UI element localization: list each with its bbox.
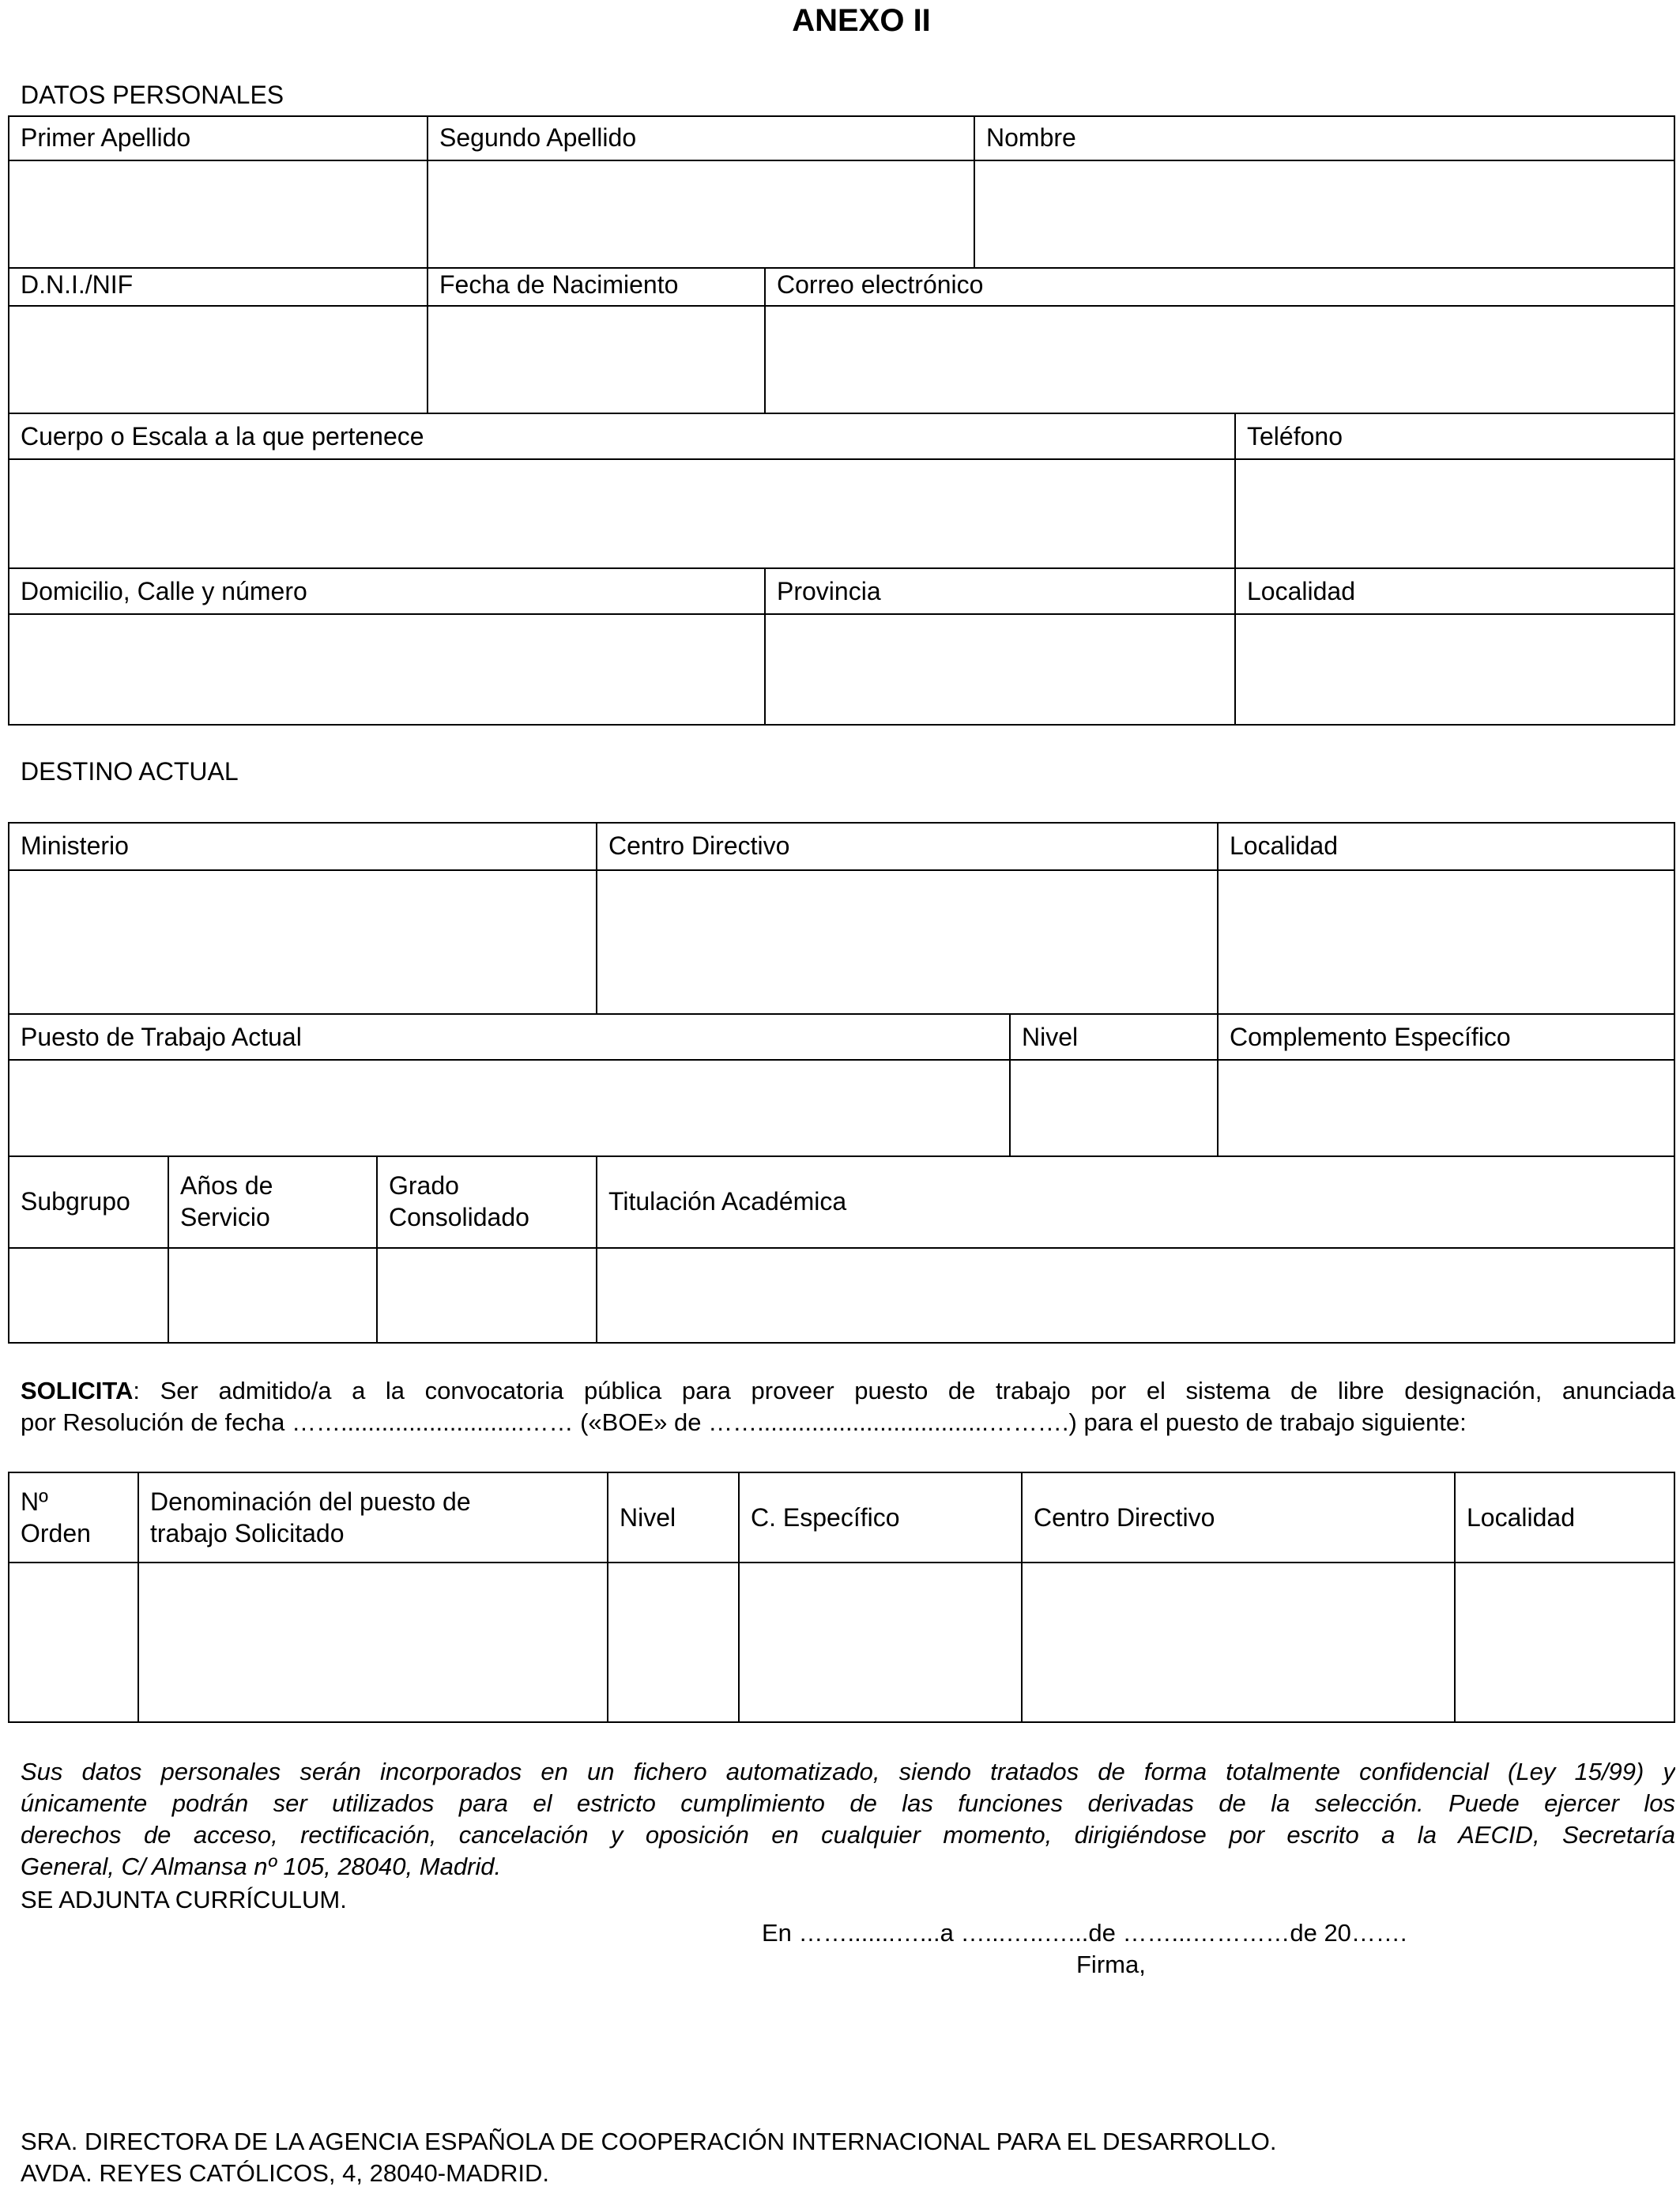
datos-personales-table	[8, 115, 1675, 726]
solicita-line-2: por Resolución de fecha ……...........................…… («BOE» de ……..................................……….) para el puesto de trabajo siguiente:	[21, 1408, 1467, 1436]
label-segundo-apellido: Segundo Apellido	[439, 123, 637, 152]
label-domicilio: Domicilio, Calle y número	[21, 577, 307, 605]
label-orden-2: Orden	[21, 1519, 91, 1547]
addressee-line-2: AVDA. REYES CATÓLICOS, 4, 28040-MADRID.	[21, 2159, 549, 2187]
field-fecha-nacimiento[interactable]	[428, 307, 764, 413]
field-centro-directivo[interactable]	[597, 871, 1217, 1013]
privacy-line-1: Sus datos personales serán incorporados en un fichero automatizado, siendo tratados de forma totalmente confidencial (Ley 15/99) y	[21, 1758, 1675, 1785]
privacy-line-3: derechos de acceso, rectificación, cancelación y oposición en cualquier momento, dirigiéndose por escrito a la AECID, Secretaría	[21, 1821, 1675, 1849]
field-titulacion[interactable]	[597, 1249, 1674, 1344]
label-nivel-solicitado: Nivel	[620, 1503, 676, 1532]
page-title: ANEXO II	[792, 3, 931, 38]
label-localidad-solicitado: Localidad	[1467, 1503, 1575, 1532]
label-provincia: Provincia	[777, 577, 881, 605]
label-primer-apellido: Primer Apellido	[21, 123, 191, 152]
field-c-especifico[interactable]	[740, 1563, 1021, 1723]
privacy-notice	[21, 1756, 1675, 1883]
label-orden-1: Nº	[21, 1487, 48, 1516]
section-destino-actual: DESTINO ACTUAL	[21, 757, 239, 786]
field-domicilio[interactable]	[9, 615, 764, 726]
field-segundo-apellido[interactable]	[428, 161, 974, 267]
label-centro-directivo-solicitado: Centro Directivo	[1034, 1503, 1215, 1532]
label-denominacion-1: Denominación del puesto de	[150, 1487, 471, 1516]
puesto-solicitado-table	[8, 1472, 1675, 1723]
label-localidad: Localidad	[1247, 577, 1355, 605]
label-puesto-actual: Puesto de Trabajo Actual	[21, 1023, 302, 1051]
field-primer-apellido[interactable]	[9, 161, 427, 267]
label-telefono: Teléfono	[1247, 422, 1343, 450]
label-c-especifico: C. Específico	[751, 1503, 900, 1532]
field-dni[interactable]	[9, 307, 427, 413]
label-centro-directivo: Centro Directivo	[608, 831, 790, 860]
label-anos-servicio-1: Años de	[180, 1171, 273, 1200]
label-grado-1: Grado	[389, 1171, 459, 1200]
field-ministerio[interactable]	[9, 871, 596, 1013]
field-correo[interactable]	[766, 307, 1674, 413]
label-nivel: Nivel	[1022, 1023, 1079, 1051]
label-complemento: Complemento Específico	[1230, 1023, 1511, 1051]
field-nivel-solicitado[interactable]	[608, 1563, 738, 1723]
label-anos-servicio-2: Servicio	[180, 1203, 270, 1231]
field-anos-servicio[interactable]	[169, 1249, 376, 1344]
field-localidad-destino[interactable]	[1219, 871, 1674, 1013]
label-nombre: Nombre	[986, 123, 1076, 152]
field-subgrupo[interactable]	[9, 1249, 168, 1344]
field-localidad[interactable]	[1236, 615, 1674, 726]
label-ministerio: Ministerio	[21, 831, 129, 860]
label-cuerpo: Cuerpo o Escala a la que pertenece	[21, 422, 424, 450]
solicita-line-1: : Ser admitido/a a la convocatoria pública para proveer puesto de trabajo por el sistema de libre designación, anunciada	[133, 1377, 1675, 1404]
adjunta-curriculum: SE ADJUNTA CURRÍCULUM.	[21, 1886, 347, 1913]
label-denominacion-2: trabajo Solicitado	[150, 1519, 345, 1547]
label-titulacion: Titulación Académica	[608, 1187, 847, 1216]
label-grado-2: Consolidado	[389, 1203, 529, 1231]
field-grado[interactable]	[378, 1249, 596, 1344]
field-denominacion[interactable]	[139, 1563, 607, 1723]
field-centro-directivo-solicitado[interactable]	[1023, 1563, 1454, 1723]
field-provincia[interactable]	[766, 615, 1234, 726]
field-telefono[interactable]	[1236, 460, 1674, 567]
field-orden[interactable]	[9, 1563, 137, 1723]
privacy-line-4: General, C/ Almansa nº 105, 28040, Madrid.	[21, 1853, 502, 1880]
label-localidad-destino: Localidad	[1230, 831, 1338, 860]
addressee-line-1: SRA. DIRECTORA DE LA AGENCIA ESPAÑOLA DE COOPERACIÓN INTERNACIONAL PARA EL DESARROLLO.	[21, 2128, 1277, 2155]
field-nivel[interactable]	[1011, 1061, 1217, 1155]
field-cuerpo[interactable]	[9, 460, 1234, 567]
field-complemento[interactable]	[1219, 1061, 1674, 1155]
label-subgrupo: Subgrupo	[21, 1187, 130, 1216]
field-nombre[interactable]	[975, 161, 1674, 267]
label-fecha-nacimiento: Fecha de Nacimiento	[439, 270, 679, 299]
solicita-bold: SOLICITA	[21, 1377, 134, 1404]
date-place-line: En …….......…...a …...…..…...de ……...…………de 20…….	[762, 1919, 1407, 1947]
destino-actual-table	[8, 822, 1675, 1344]
signature-label: Firma,	[1076, 1951, 1146, 1978]
section-datos-personales: DATOS PERSONALES	[21, 81, 284, 109]
label-dni: D.N.I./NIF	[21, 270, 134, 299]
privacy-line-2: únicamente podrán ser utilizados para el estricto cumplimiento de las funciones derivadas de la selección. Puede ejercer los	[21, 1789, 1675, 1817]
solicita-paragraph	[21, 1375, 1675, 1438]
field-puesto-actual[interactable]	[9, 1061, 1009, 1155]
field-localidad-solicitado[interactable]	[1456, 1563, 1674, 1723]
label-correo: Correo electrónico	[777, 270, 984, 299]
